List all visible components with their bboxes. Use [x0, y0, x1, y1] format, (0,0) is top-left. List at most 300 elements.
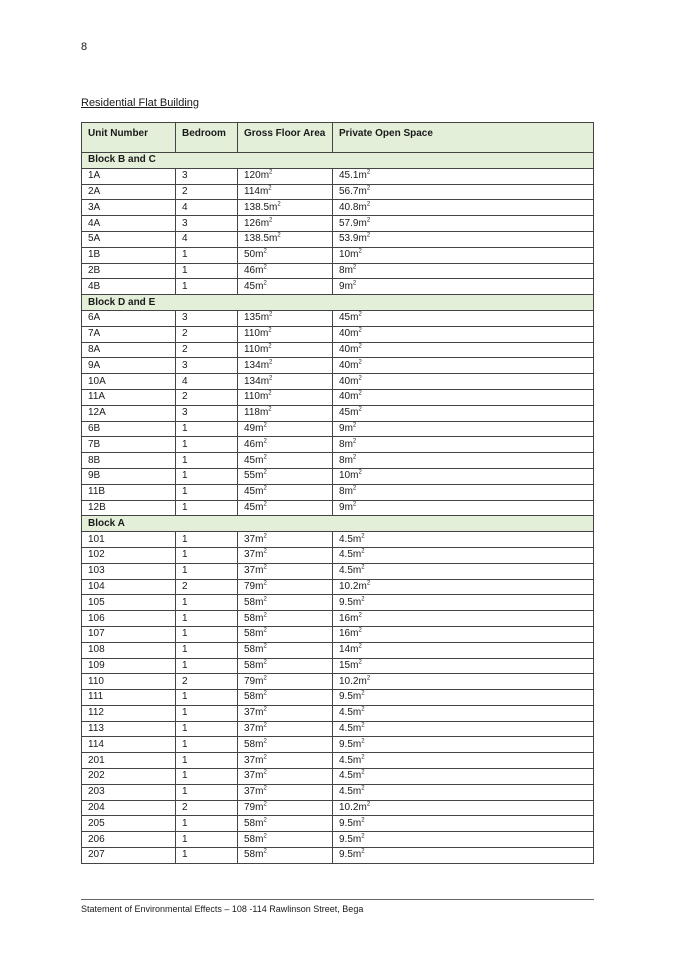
area-exponent: 2: [263, 722, 267, 729]
section-title: Residential Flat Building: [81, 97, 200, 109]
area-value: 40: [339, 359, 351, 371]
unit-number-cell: 103: [82, 563, 176, 579]
area-value: 45.1: [339, 170, 359, 182]
table-row: [82, 595, 594, 611]
area-exponent: 2: [358, 312, 362, 319]
gross-floor-area-cell: [238, 816, 333, 832]
gross-floor-area-cell: [238, 848, 333, 864]
area-unit: m: [255, 454, 264, 466]
area-unit: m: [344, 501, 353, 513]
area-exponent: 2: [361, 533, 365, 540]
area-exponent: 2: [268, 327, 272, 334]
table-row: [82, 563, 594, 579]
table-row: [82, 231, 594, 247]
area-value: 58: [244, 738, 256, 750]
table-header-row: [82, 123, 594, 153]
area-exponent: 2: [366, 233, 371, 240]
area-value: 4.5: [339, 549, 353, 561]
bedroom-cell: 2: [176, 326, 238, 342]
table-row: [82, 263, 594, 279]
area-exponent: 2: [263, 548, 267, 555]
area-exponent: 2: [269, 359, 273, 366]
area-unit: m: [255, 628, 264, 640]
area-exponent: 2: [268, 343, 272, 350]
private-open-space-cell: [333, 532, 594, 548]
private-open-space-cell: [333, 800, 594, 816]
area-exponent: 2: [263, 564, 267, 571]
table-row: [82, 326, 594, 342]
private-open-space-cell: [333, 626, 594, 642]
area-exponent: 2: [366, 217, 371, 224]
unit-number-cell: 7B: [82, 437, 176, 453]
gross-floor-area-cell: [238, 421, 333, 437]
unit-number-cell: 6B: [82, 421, 176, 437]
gross-floor-area-cell: [238, 532, 333, 548]
gross-floor-area-cell: [238, 690, 333, 706]
area-value: 4.5: [339, 533, 353, 545]
table-row: [82, 532, 594, 548]
area-unit: m: [350, 407, 359, 419]
area-unit: m: [358, 217, 367, 229]
area-exponent: 2: [263, 817, 267, 824]
area-unit: m: [350, 312, 359, 324]
area-exponent: 2: [361, 738, 365, 745]
gross-floor-area-cell: [238, 705, 333, 721]
area-unit: m: [255, 596, 264, 608]
area-value: 56.7: [339, 185, 359, 197]
bedroom-cell: 2: [176, 800, 238, 816]
unit-number-cell: 107: [82, 626, 176, 642]
area-value: 40: [339, 328, 351, 340]
area-exponent: 2: [361, 770, 365, 777]
unit-number-cell: 207: [82, 848, 176, 864]
table-row: [82, 611, 594, 627]
private-open-space-cell: [333, 468, 594, 484]
area-value: 9: [339, 501, 345, 513]
area-value: 9.5: [339, 691, 353, 703]
private-open-space-cell: [333, 342, 594, 358]
area-exponent: 2: [263, 533, 267, 540]
area-exponent: 2: [263, 485, 267, 492]
area-value: 46: [244, 264, 256, 276]
area-exponent: 2: [268, 391, 272, 398]
area-unit: m: [350, 659, 359, 671]
table-row: [82, 216, 594, 232]
area-exponent: 2: [358, 406, 362, 413]
header-gross-floor-area: Gross Floor Area: [238, 123, 333, 153]
gross-floor-area-cell: [238, 200, 333, 216]
area-value: 58: [244, 612, 256, 624]
table-row: [82, 200, 594, 216]
bedroom-cell: 1: [176, 484, 238, 500]
area-value: 37: [244, 707, 256, 719]
bedroom-cell: 1: [176, 500, 238, 516]
footer-divider: [81, 899, 594, 900]
area-exponent: 2: [358, 659, 362, 666]
area-exponent: 2: [263, 849, 267, 856]
area-value: 14: [339, 644, 351, 656]
area-exponent: 2: [263, 627, 267, 634]
area-value: 45: [244, 454, 256, 466]
area-value: 4.5: [339, 707, 353, 719]
table-row: [82, 168, 594, 184]
area-exponent: 2: [358, 359, 362, 366]
bedroom-cell: 1: [176, 737, 238, 753]
area-value: 4.5: [339, 723, 353, 735]
private-open-space-cell: [333, 389, 594, 405]
area-unit: m: [344, 280, 353, 292]
area-value: 55: [244, 470, 256, 482]
bedroom-cell: 1: [176, 705, 238, 721]
area-value: 8: [339, 454, 345, 466]
bedroom-cell: 2: [176, 579, 238, 595]
area-unit: m: [255, 786, 264, 798]
unit-number-cell: 4A: [82, 216, 176, 232]
area-unit: m: [352, 833, 362, 845]
private-open-space-cell: [333, 563, 594, 579]
area-value: 58: [244, 596, 256, 608]
area-exponent: 2: [352, 280, 357, 287]
private-open-space-cell: [333, 816, 594, 832]
private-open-space-cell: [333, 168, 594, 184]
area-value: 37: [244, 770, 256, 782]
private-open-space-cell: [333, 721, 594, 737]
table-row: [82, 374, 594, 390]
area-value: 46: [244, 438, 256, 450]
bedroom-cell: 1: [176, 563, 238, 579]
private-open-space-cell: [333, 848, 594, 864]
unit-number-cell: 8A: [82, 342, 176, 358]
area-exponent: 2: [361, 833, 365, 840]
area-unit: m: [352, 707, 362, 719]
bedroom-cell: 4: [176, 200, 238, 216]
gross-floor-area-cell: [238, 374, 333, 390]
table-row: [82, 626, 594, 642]
table-row: [82, 389, 594, 405]
gross-floor-area-cell: [238, 247, 333, 263]
bedroom-cell: 1: [176, 753, 238, 769]
area-exponent: 2: [366, 169, 371, 176]
area-value: 57.9: [339, 217, 359, 229]
private-open-space-cell: [333, 500, 594, 516]
area-value: 15: [339, 659, 351, 671]
area-value: 58: [244, 817, 256, 829]
gross-floor-area-cell: [238, 358, 333, 374]
area-unit: m: [350, 328, 359, 340]
table-row: [82, 737, 594, 753]
area-unit: m: [350, 249, 359, 261]
gross-floor-area-cell: [238, 168, 333, 184]
area-exponent: 2: [358, 470, 362, 476]
private-open-space-cell: [333, 231, 594, 247]
area-unit: m: [352, 817, 362, 829]
gross-floor-area-cell: [238, 389, 333, 405]
gross-floor-area-cell: [238, 216, 333, 232]
area-value: 110: [244, 343, 260, 355]
table-row: [82, 816, 594, 832]
gross-floor-area-cell: [238, 721, 333, 737]
area-exponent: 2: [352, 501, 357, 508]
table-row: [82, 674, 594, 690]
area-unit: m: [358, 802, 367, 814]
area-unit: m: [352, 691, 362, 703]
area-unit: m: [350, 470, 359, 482]
table-row: [82, 690, 594, 706]
private-open-space-cell: [333, 832, 594, 848]
bedroom-cell: 2: [176, 674, 238, 690]
area-exponent: 2: [366, 675, 371, 682]
unit-number-cell: 110: [82, 674, 176, 690]
private-open-space-cell: [333, 547, 594, 563]
area-exponent: 2: [352, 422, 357, 429]
table-row: [82, 547, 594, 563]
gross-floor-area-cell: [238, 800, 333, 816]
area-value: 45: [339, 407, 351, 419]
bedroom-cell: 1: [176, 626, 238, 642]
area-unit: m: [350, 644, 359, 656]
group-label: Block A: [82, 516, 594, 532]
table-row: [82, 500, 594, 516]
area-value: 4.5: [339, 754, 353, 766]
area-value: 10.2: [339, 675, 359, 687]
bedroom-cell: 3: [176, 216, 238, 232]
area-value: 37: [244, 754, 256, 766]
gross-floor-area-cell: [238, 500, 333, 516]
area-unit: m: [269, 201, 278, 213]
unit-schedule-table: [81, 122, 594, 864]
gross-floor-area-cell: [238, 658, 333, 674]
area-value: 134: [244, 359, 261, 371]
area-value: 37: [244, 565, 256, 577]
area-value: 126: [244, 217, 261, 229]
area-exponent: 2: [263, 438, 267, 445]
private-open-space-cell: [333, 216, 594, 232]
area-unit: m: [255, 802, 264, 814]
table-row: [82, 642, 594, 658]
area-exponent: 2: [366, 801, 371, 808]
private-open-space-cell: [333, 674, 594, 690]
private-open-space-cell: [333, 279, 594, 295]
area-value: 8: [339, 264, 345, 276]
private-open-space-cell: [333, 184, 594, 200]
area-value: 10: [339, 470, 351, 482]
area-unit: m: [352, 754, 362, 766]
area-unit: m: [352, 533, 362, 545]
area-unit: m: [352, 565, 362, 577]
area-exponent: 2: [263, 801, 267, 808]
area-unit: m: [255, 738, 264, 750]
unit-number-cell: 109: [82, 658, 176, 674]
bedroom-cell: 1: [176, 437, 238, 453]
area-unit: m: [352, 770, 362, 782]
private-open-space-cell: [333, 642, 594, 658]
unit-number-cell: 113: [82, 721, 176, 737]
area-value: 118: [244, 407, 260, 419]
area-value: 79: [244, 580, 256, 592]
gross-floor-area-cell: [238, 769, 333, 785]
area-exponent: 2: [361, 706, 365, 713]
table-row: [82, 784, 594, 800]
private-open-space-cell: [333, 310, 594, 326]
area-unit: m: [259, 407, 269, 419]
gross-floor-area-cell: [238, 674, 333, 690]
area-unit: m: [259, 328, 269, 340]
area-exponent: 2: [358, 643, 362, 650]
area-exponent: 2: [361, 691, 365, 698]
bedroom-cell: 1: [176, 453, 238, 469]
area-value: 9: [339, 422, 345, 434]
area-unit: m: [255, 770, 264, 782]
area-unit: m: [255, 849, 264, 861]
area-exponent: 2: [263, 470, 267, 476]
area-exponent: 2: [268, 185, 272, 192]
area-exponent: 2: [269, 375, 273, 382]
area-exponent: 2: [361, 849, 365, 856]
area-value: 135: [244, 312, 261, 324]
gross-floor-area-cell: [238, 279, 333, 295]
area-exponent: 2: [269, 169, 273, 176]
page-number: 8: [81, 41, 88, 53]
bedroom-cell: 2: [176, 342, 238, 358]
gross-floor-area-cell: [238, 563, 333, 579]
area-value: 10.2: [339, 580, 359, 592]
area-exponent: 2: [263, 675, 267, 682]
area-exponent: 2: [263, 280, 267, 287]
unit-number-cell: 6A: [82, 310, 176, 326]
area-value: 9.5: [339, 817, 353, 829]
area-exponent: 2: [263, 738, 267, 745]
area-exponent: 2: [366, 185, 371, 192]
area-unit: m: [352, 786, 362, 798]
area-exponent: 2: [352, 438, 357, 445]
table-row: [82, 484, 594, 500]
gross-floor-area-cell: [238, 405, 333, 421]
area-exponent: 2: [358, 343, 362, 350]
area-value: 45: [244, 280, 256, 292]
area-value: 134: [244, 375, 261, 387]
area-exponent: 2: [352, 485, 357, 492]
area-value: 4.5: [339, 770, 353, 782]
area-value: 79: [244, 675, 256, 687]
area-exponent: 2: [263, 659, 267, 666]
area-value: 53.9: [339, 233, 359, 245]
area-value: 9.5: [339, 738, 353, 750]
bedroom-cell: 1: [176, 816, 238, 832]
table-row: [82, 800, 594, 816]
area-value: 79: [244, 802, 256, 814]
unit-number-cell: 4B: [82, 279, 176, 295]
area-unit: m: [259, 185, 269, 197]
private-open-space-cell: [333, 579, 594, 595]
area-unit: m: [255, 264, 264, 276]
private-open-space-cell: [333, 595, 594, 611]
gross-floor-area-cell: [238, 326, 333, 342]
area-value: 110: [244, 391, 260, 403]
area-unit: m: [255, 723, 264, 735]
area-value: 16: [339, 612, 351, 624]
area-unit: m: [358, 201, 367, 213]
bedroom-cell: 1: [176, 263, 238, 279]
table-row: [82, 279, 594, 295]
unit-number-cell: 105: [82, 595, 176, 611]
area-unit: m: [344, 454, 353, 466]
area-exponent: 2: [352, 264, 357, 271]
gross-floor-area-cell: [238, 784, 333, 800]
area-exponent: 2: [263, 770, 267, 777]
unit-number-cell: 106: [82, 611, 176, 627]
area-exponent: 2: [277, 233, 281, 240]
area-unit: m: [358, 185, 367, 197]
private-open-space-cell: [333, 690, 594, 706]
bedroom-cell: 1: [176, 247, 238, 263]
area-unit: m: [352, 738, 362, 750]
area-exponent: 2: [361, 548, 365, 555]
area-exponent: 2: [361, 564, 365, 571]
unit-number-cell: 102: [82, 547, 176, 563]
group-row: [82, 153, 594, 169]
area-value: 110: [244, 328, 260, 340]
area-unit: m: [350, 391, 359, 403]
area-exponent: 2: [263, 785, 267, 792]
area-unit: m: [344, 264, 353, 276]
bedroom-cell: 3: [176, 168, 238, 184]
group-label: Block B and C: [82, 153, 594, 169]
area-unit: m: [260, 312, 270, 324]
area-unit: m: [255, 659, 264, 671]
area-unit: m: [255, 580, 264, 592]
area-exponent: 2: [358, 375, 362, 382]
area-unit: m: [255, 501, 264, 513]
bedroom-cell: 1: [176, 832, 238, 848]
gross-floor-area-cell: [238, 437, 333, 453]
area-unit: m: [350, 359, 359, 371]
bedroom-cell: 1: [176, 547, 238, 563]
bedroom-cell: 1: [176, 468, 238, 484]
area-value: 45: [339, 312, 351, 324]
group-row: [82, 516, 594, 532]
area-value: 16: [339, 628, 351, 640]
private-open-space-cell: [333, 200, 594, 216]
unit-number-cell: 12A: [82, 405, 176, 421]
area-unit: m: [350, 628, 359, 640]
area-unit: m: [255, 754, 264, 766]
area-unit: m: [255, 470, 264, 482]
bedroom-cell: 3: [176, 405, 238, 421]
area-unit: m: [352, 549, 362, 561]
area-unit: m: [255, 565, 264, 577]
area-exponent: 2: [361, 785, 365, 792]
unit-number-cell: 204: [82, 800, 176, 816]
unit-number-cell: 111: [82, 690, 176, 706]
private-open-space-cell: [333, 374, 594, 390]
area-unit: m: [255, 817, 264, 829]
unit-number-cell: 12B: [82, 500, 176, 516]
area-unit: m: [352, 723, 362, 735]
bedroom-cell: 2: [176, 184, 238, 200]
area-exponent: 2: [263, 422, 267, 429]
table-row: [82, 405, 594, 421]
unit-number-cell: 2B: [82, 263, 176, 279]
bedroom-cell: 1: [176, 532, 238, 548]
table-row: [82, 247, 594, 263]
area-exponent: 2: [263, 833, 267, 840]
area-value: 37: [244, 786, 256, 798]
bedroom-cell: 1: [176, 595, 238, 611]
private-open-space-cell: [333, 705, 594, 721]
footer-text: Statement of Environmental Effects – 108 -114 Rawlinson Street, Bega: [81, 904, 364, 914]
area-exponent: 2: [263, 454, 267, 461]
area-value: 37: [244, 549, 256, 561]
